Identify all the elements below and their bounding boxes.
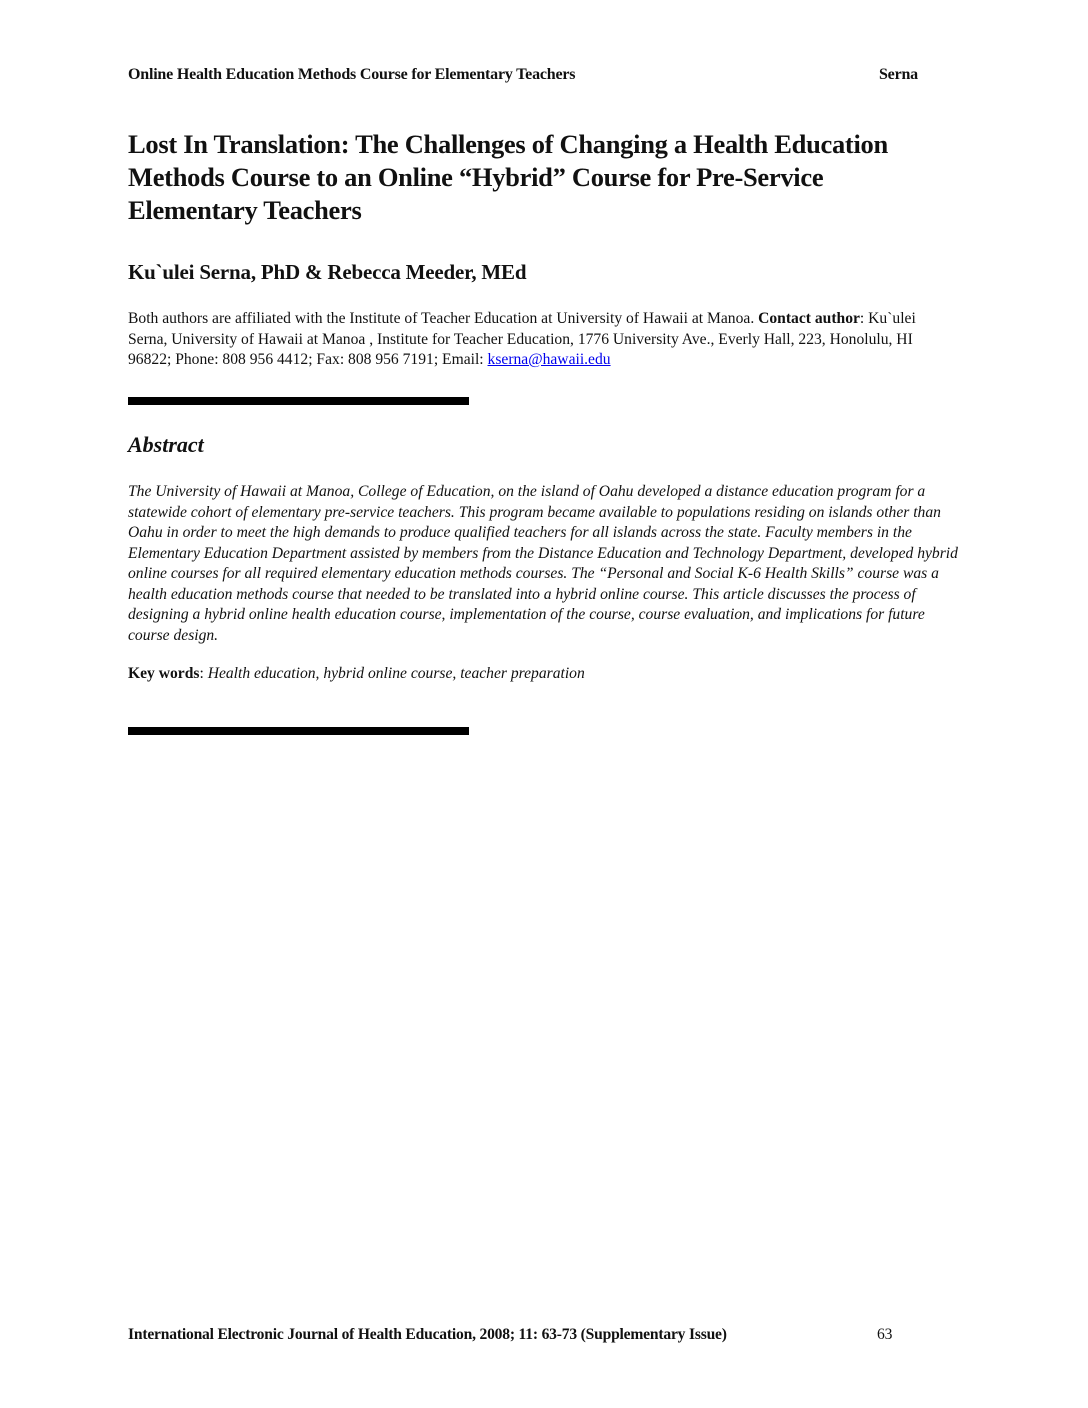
- email-link[interactable]: kserna@hawaii.edu: [487, 351, 611, 368]
- contact-author-label: Contact author: [758, 310, 860, 327]
- contact-details: : Ku`ulei Serna, University of Hawaii at Manoa , Institute for Teacher Education, 1776 University Ave., Everly Hall, 223, Honolulu, HI 96822; Phone: 808 956 4412; Fax: 808 956 7191; Email:: [128, 310, 916, 368]
- keywords-label: Key words: [128, 665, 200, 682]
- section-divider-bottom: [128, 727, 469, 735]
- running-title: Online Health Education Methods Course for Elementary Teachers: [128, 66, 576, 83]
- section-divider-top: [128, 397, 469, 405]
- author-list: Ku`ulei Serna, PhD & Rebecca Meeder, MEd: [128, 260, 527, 284]
- keywords-text: Health education, hybrid online course, teacher preparation: [207, 665, 585, 682]
- keywords-separator: :: [199, 665, 208, 682]
- abstract-body: The University of Hawaii at Manoa, College of Education, on the island of Oahu developed a distance education program for a statewide cohort of elementary pre-service teachers. This program became available to populations residing on islands other than Oahu in order to meet the high demands to produce qualified teachers for all islands across the state. Faculty members in the Elementary Education Department assisted by members from the Distance Education and Technology Department, developed hybrid online courses for all required elementary education methods courses. The “Personal and Social K-6 Health Skills” course was a health education methods course that needed to be translated into a hybrid online course. This article discusses the process of designing a hybrid online health education course, implementation of the course, course evaluation, and implications for future course design.: [128, 483, 958, 644]
- keywords: [128, 665, 585, 683]
- journal-citation: International Electronic Journal of Health Education, 2008; 11: 63-73 (Supplementary Issue): [128, 1326, 727, 1343]
- page-number: 63: [877, 1326, 893, 1343]
- author-affiliation: [128, 309, 928, 371]
- affiliation-text: Both authors are affiliated with the Institute of Teacher Education at University of Hawaii at Manoa.: [128, 310, 759, 327]
- running-author: Serna: [878, 66, 918, 83]
- article-title: Lost In Translation: The Challenges of Changing a Health Education Methods Course to an Online “Hybrid” Course for Pre-Service Elementary Teachers: [128, 129, 888, 225]
- abstract-heading: Abstract: [128, 432, 204, 457]
